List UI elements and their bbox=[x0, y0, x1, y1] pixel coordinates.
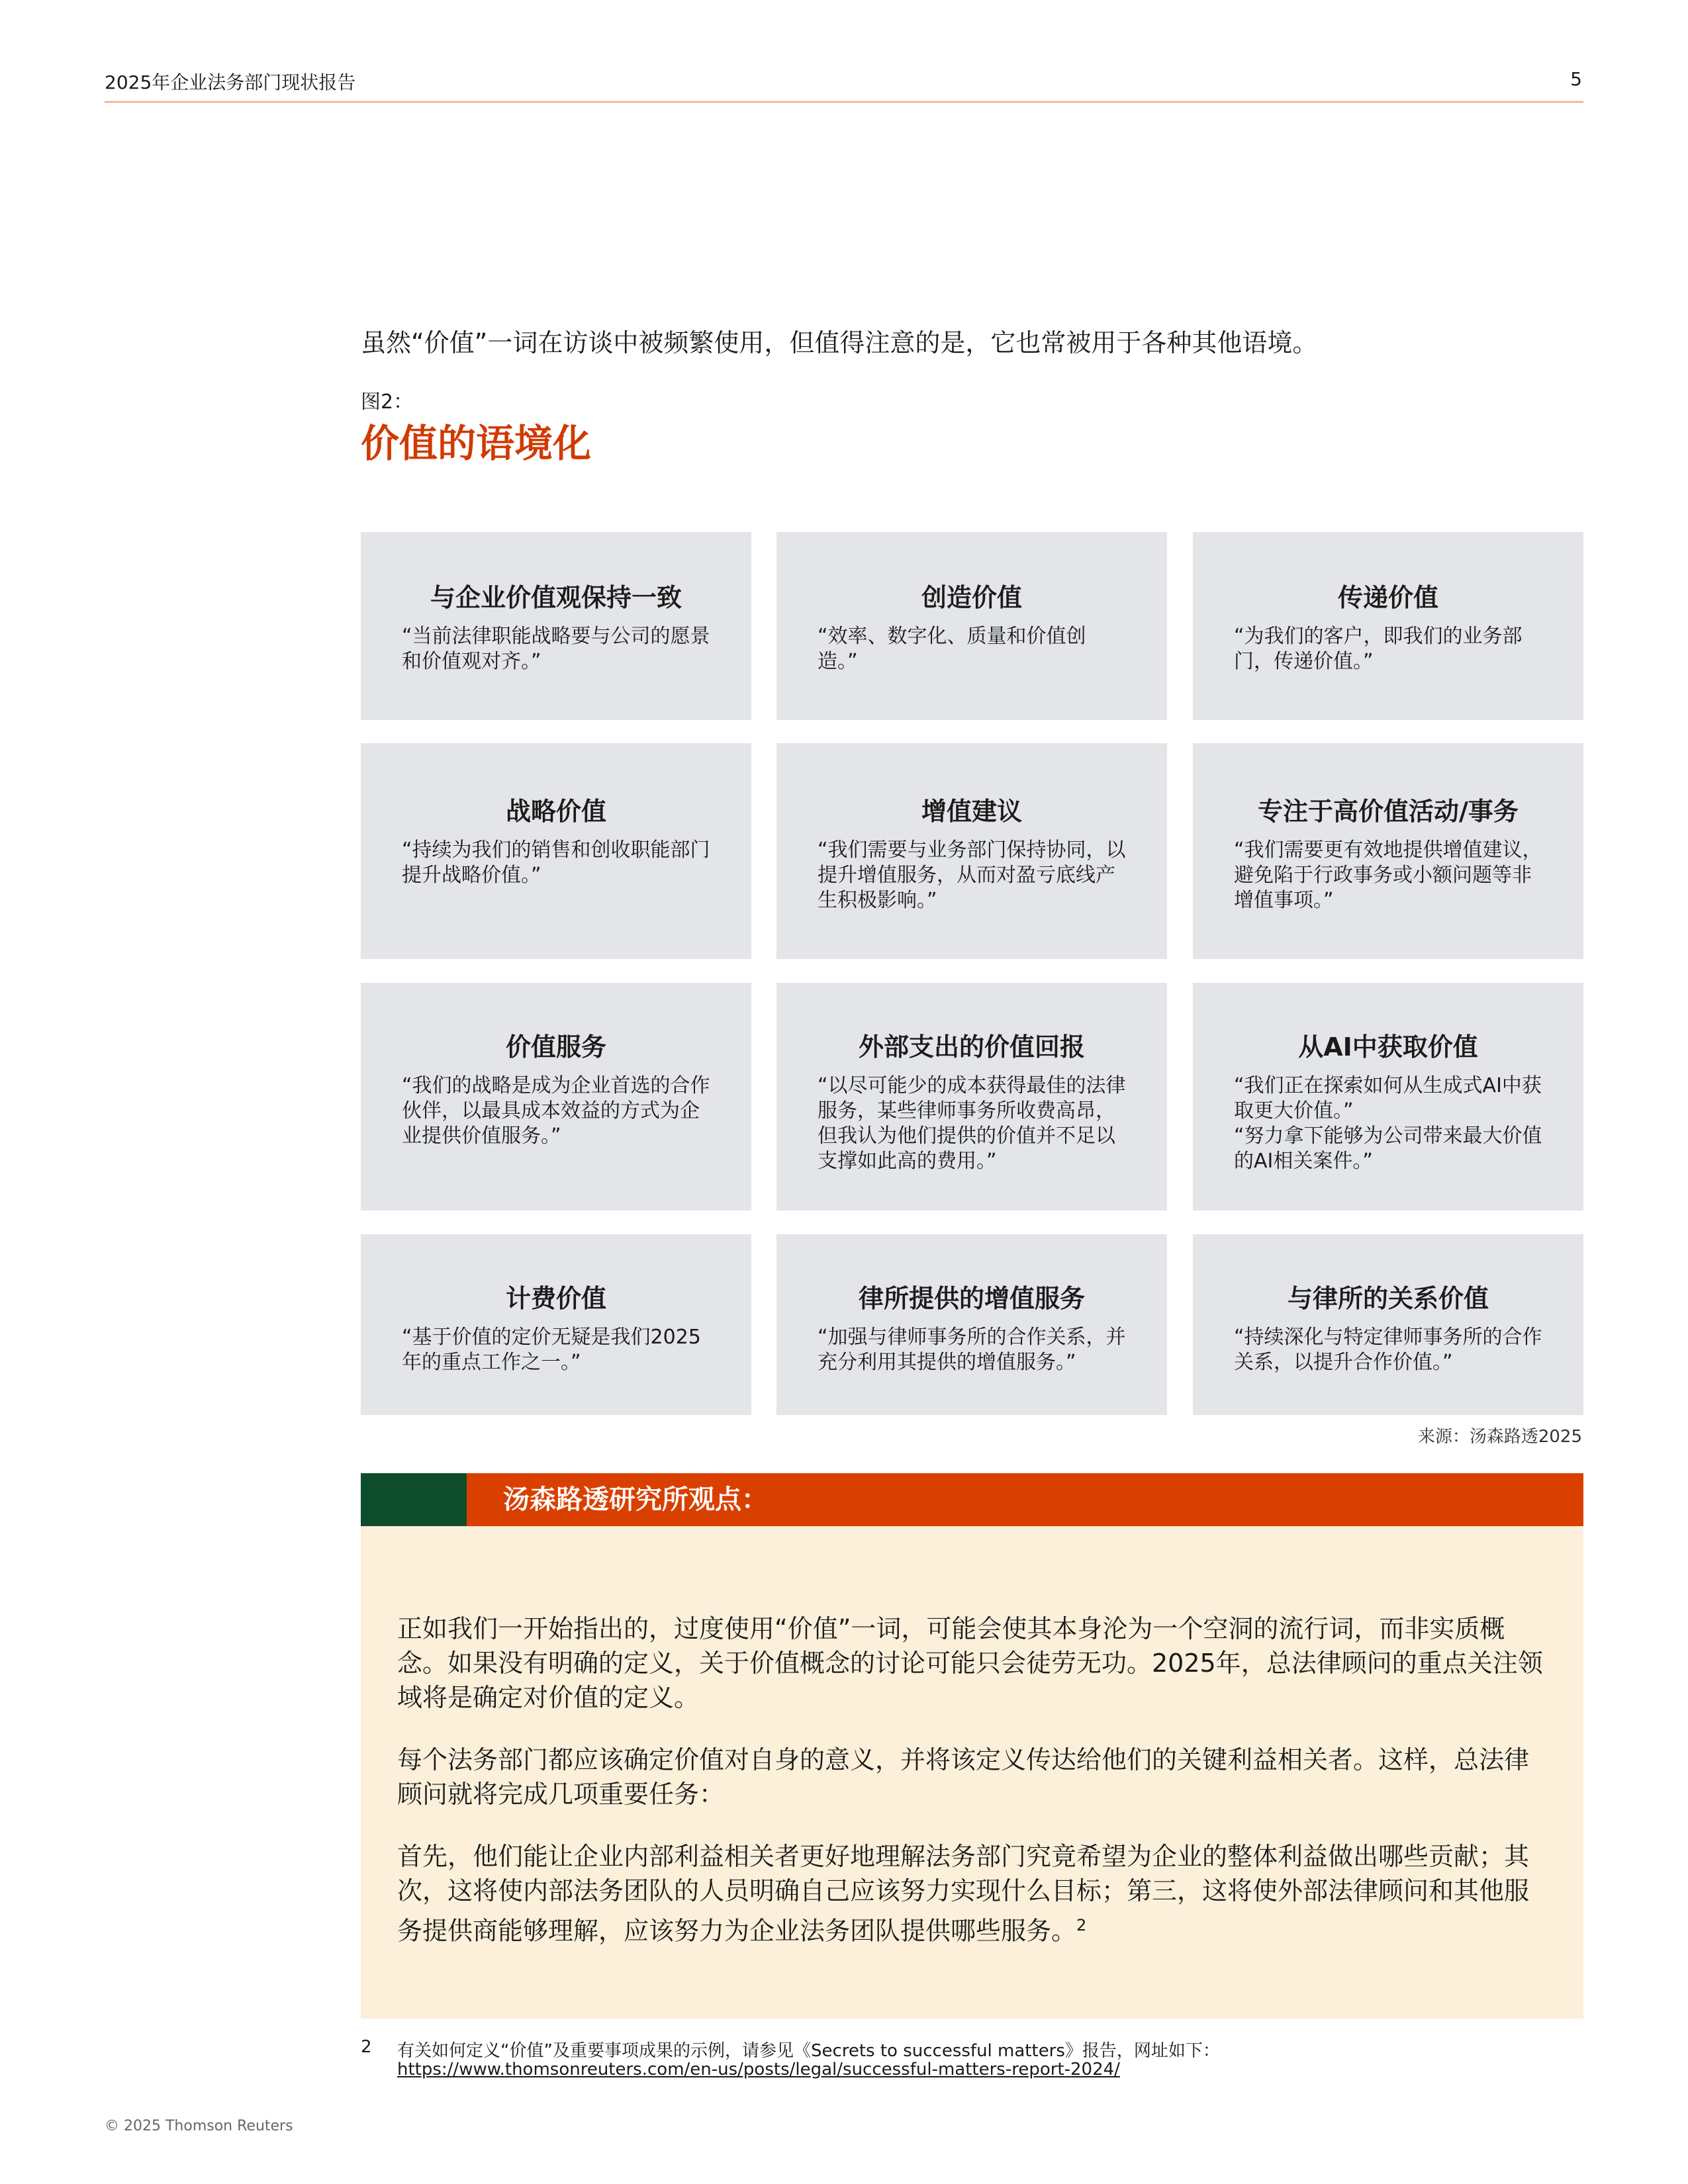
footnote-number: 2 bbox=[361, 2037, 372, 2057]
footnote-link[interactable]: https://www.thomsonreuters.com/en-us/posts/legal/successful-matters-report-2024/ bbox=[397, 2060, 1120, 2079]
card-quote: “效率、数字化、质量和价值创造。” bbox=[818, 625, 1086, 673]
card-quote: “基于价值的定价无疑是我们2025年的重点工作之一。” bbox=[402, 1326, 701, 1374]
value-card bbox=[1193, 983, 1583, 1210]
card-title: 增值建议 bbox=[921, 797, 1022, 826]
card-title: 律所提供的增值服务 bbox=[858, 1284, 1085, 1313]
card-title: 外部支出的价值回报 bbox=[858, 1032, 1085, 1062]
footnote-text: 有关如何定义“价值”及重要事项成果的示例，请参见《Secrets to successful matters》报告，网址如下： bbox=[397, 2041, 1220, 2061]
figure-title: 价值的语境化 bbox=[361, 421, 592, 466]
card-quote: “我们正在探索如何从生成式AI中获取更大价值。” bbox=[1234, 1074, 1542, 1122]
card-quote: “持续为我们的销售和创收职能部门提升战略价值。” bbox=[402, 839, 710, 887]
header-title: 2025年企业法务部门现状报告 bbox=[105, 71, 356, 93]
card-title: 与律所的关系价值 bbox=[1287, 1284, 1489, 1313]
figure-label: 图2： bbox=[361, 390, 414, 414]
insight-paragraph: 正如我们一开始指出的，过度使用“价值”一词，可能会使其本身沦为一个空洞的流行词，而非实质概念。如果没有明确的定义，关于价值概念的讨论可能只会徒劳无功。2025年，总法律顾问的重点关注领域将是确定对价值的定义。 bbox=[397, 1614, 1543, 1712]
intro-text: 虽然“价值”一词在访谈中被频繁使用，但值得注意的是，它也常被用于各种其他语境。 bbox=[361, 328, 1318, 357]
card-quote: “我们的战略是成为企业首选的合作伙伴，以最具成本效益的方式为企业提供价值服务。” bbox=[402, 1074, 710, 1148]
card-title: 从AI中获取价值 bbox=[1298, 1032, 1478, 1062]
insight-paragraph: 每个法务部门都应该确定价值对自身的意义，并将该定义传达给他们的关键利益相关者。这样，总法律顾问就将完成几项重要任务： bbox=[397, 1745, 1530, 1809]
card-quote: “我们需要与业务部门保持协同，以提升增值服务，从而对盈亏底线产生积极影响。” bbox=[818, 839, 1126, 912]
insight-heading: 汤森路透研究所观点： bbox=[503, 1484, 768, 1515]
value-card bbox=[361, 743, 751, 959]
card-quote: “持续深化与特定律师事务所的合作关系，以提升合作价值。” bbox=[1234, 1326, 1542, 1374]
card-quote: “当前法律职能战略要与公司的愿景和价值观对齐。” bbox=[402, 625, 710, 673]
card-quote: “为我们的客户，即我们的业务部门，传递价值。” bbox=[1234, 625, 1523, 673]
value-card bbox=[776, 983, 1167, 1210]
insight-paragraph bbox=[397, 1839, 1549, 1948]
card-quote-secondary: “努力拿下能够为公司带来最大价值的AI相关案件。” bbox=[1234, 1124, 1542, 1173]
card-quote: “我们需要更有效地提供增值建议，避免陷于行政事务或小额问题等非增值事项。” bbox=[1234, 839, 1542, 912]
copyright: © 2025 Thomson Reuters bbox=[105, 2118, 293, 2134]
card-title: 与企业价值观保持一致 bbox=[430, 583, 682, 612]
card-title: 创造价值 bbox=[921, 583, 1022, 612]
source-note: 来源：汤森路透2025 bbox=[1417, 1427, 1582, 1447]
value-card bbox=[1193, 743, 1583, 959]
footnote-reference[interactable]: 2 bbox=[1076, 1916, 1087, 1934]
card-quote: “加强与律师事务所的合作关系，并充分利用其提供的增值服务。” bbox=[818, 1326, 1126, 1374]
value-card bbox=[361, 1234, 751, 1415]
page-number: 5 bbox=[1570, 68, 1582, 90]
value-card bbox=[1193, 1234, 1583, 1415]
value-card bbox=[776, 1234, 1167, 1415]
value-card bbox=[1193, 532, 1583, 720]
insight-header-accent bbox=[361, 1473, 467, 1526]
card-title: 专注于高价值活动/事务 bbox=[1258, 797, 1519, 826]
value-card bbox=[361, 983, 751, 1210]
card-title: 计费价值 bbox=[505, 1284, 606, 1313]
card-title: 战略价值 bbox=[505, 797, 606, 826]
insight-paragraph-text: 首先，他们能让企业内部利益相关者更好地理解法务部门究竟希望为企业的整体利益做出哪些贡献；其次，这将使内部法务团队的人员明确自己应该努力实现什么目标；第三，这将使外部法律顾问和其他服务提供商能够理解，应该努力为企业法务团队提供哪些服务。 bbox=[397, 1842, 1530, 1946]
value-card bbox=[776, 743, 1167, 959]
header-divider bbox=[105, 101, 1583, 103]
card-title: 价值服务 bbox=[505, 1032, 606, 1062]
card-quote: “以尽可能少的成本获得最佳的法律服务，某些律师事务所收费高昂，但我认为他们提供的价值并不足以支撑如此高的费用。” bbox=[818, 1074, 1126, 1173]
value-card bbox=[776, 532, 1167, 720]
value-card bbox=[361, 532, 751, 720]
card-title: 传递价值 bbox=[1337, 583, 1438, 612]
